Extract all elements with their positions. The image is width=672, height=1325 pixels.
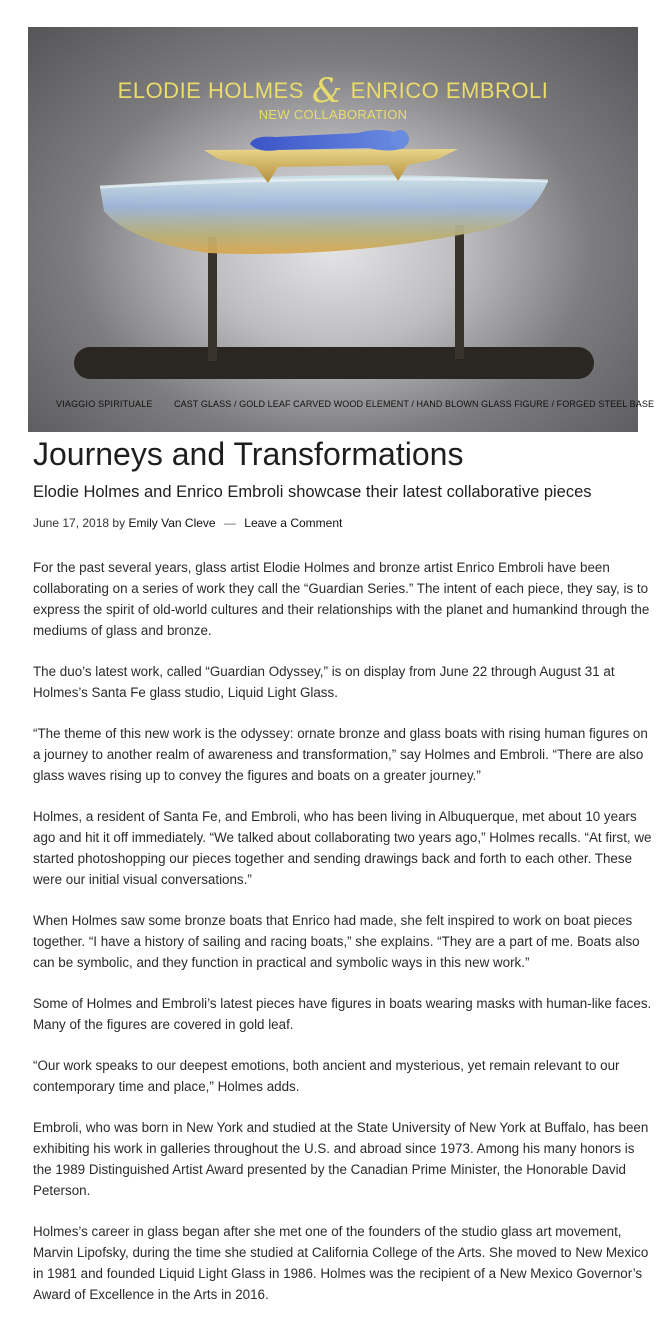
steel-post-right (455, 225, 464, 359)
paragraph: When Holmes saw some bronze boats that Enrico had made, she felt inspired to work on boat pieces together. “I have a history of sailing and racing boats,” she explains. “They are a part of me. Boats also can be symbolic, and they function in practical and symbolic ways in this new work.” (33, 913, 640, 970)
article-subtitle: Elodie Holmes and Enrico Embroli showcase their latest collaborative pieces (33, 483, 592, 501)
author-link[interactable]: Emily Van Cleve (128, 516, 216, 530)
hero-subtitle: NEW COLLABORATION (258, 107, 408, 122)
meta-separator: — (223, 516, 236, 530)
paragraph: “The theme of this new work is the odyssey: ornate bronze and glass boats with rising human figures on a journey to another realm of awareness and transformation,” say Holmes and Embroli. “There are also glass waves rising up to convey the figures and boats on a greater journey.” (33, 726, 648, 783)
glass-figure (250, 130, 406, 151)
post-date: June 17, 2018 (33, 516, 110, 530)
article-meta (33, 516, 342, 530)
paragraph: The duo’s latest work, called “Guardian Odyssey,” is on display from June 22 through August 31 at Holmes’s Santa Fe glass studio, Liquid Light Glass. (33, 664, 615, 700)
hero-artist-one: ELODIE HOLMES (117, 78, 304, 103)
glass-boat (100, 175, 548, 254)
hero-title (28, 71, 638, 111)
paragraph: Holmes, a resident of Santa Fe, and Embroli, who has been living in Albuquerque, met about 10 years ago and hit it off immediately. “We talked about collaborating two years ago,” Holmes recalls. “At first, we started photoshopping our pieces together and sending drawings back and forth to each other. These were our initial visual conversations.” (33, 809, 652, 887)
paragraph: Some of Holmes and Embroli’s latest pieces have figures in boats wearing masks with human-like faces. Many of the figures are covered in gold leaf. (33, 996, 652, 1032)
paragraph: Embroli, who was born in New York and studied at the State University of New York at Buffalo, has been exhibiting his work in galleries throughout the U.S. and abroad since 1973. Among his many honors is the 1989 Distinguished Artist Award presented by the Canadian Prime Minister, the Honorable David Peterson. (33, 1120, 649, 1198)
steel-post-left (208, 237, 217, 361)
article-body (33, 557, 653, 1325)
byline-prefix: by (112, 516, 126, 530)
steel-base (74, 347, 594, 379)
leave-comment-link[interactable]: Leave a Comment (244, 516, 343, 530)
paragraph: For the past several years, glass artist Elodie Holmes and bronze artist Enrico Embroli have been collaborating on a series of work they call the “Guardian Series.” The intent of each piece, they say, is to express the spirit of old-world cultures and their relationships with the planet and humankind through the mediums of glass and bronze. (33, 560, 650, 638)
hero-image (28, 27, 655, 432)
hero-ampersand: & (311, 71, 343, 111)
hero-artist-two: ENRICO EMBROLI (350, 78, 549, 103)
hero-caption-materials: CAST GLASS / GOLD LEAF CARVED WOOD ELEMENT / HAND BLOWN GLASS FIGURE / FORGED STEEL BASE (174, 399, 655, 409)
paragraph: “Our work speaks to our deepest emotions, both ancient and mysterious, yet remain relevant to our contemporary time and place,” Holmes adds. (33, 1058, 620, 1094)
paragraph: Holmes’s career in glass began after she met one of the founders of the studio glass art movement, Marvin Lipofsky, during the time she studied at California College of the Arts. She moved to New Mexico in 1981 and founded Liquid Light Glass in 1986. Holmes was the recipient of a New Mexico Governor’s Award of Excellence in the Arts in 2016. (33, 1224, 649, 1302)
article-title: Journeys and Transformations (33, 436, 464, 472)
hero-caption-title: VIAGGIO SPIRITUALE (56, 399, 153, 409)
